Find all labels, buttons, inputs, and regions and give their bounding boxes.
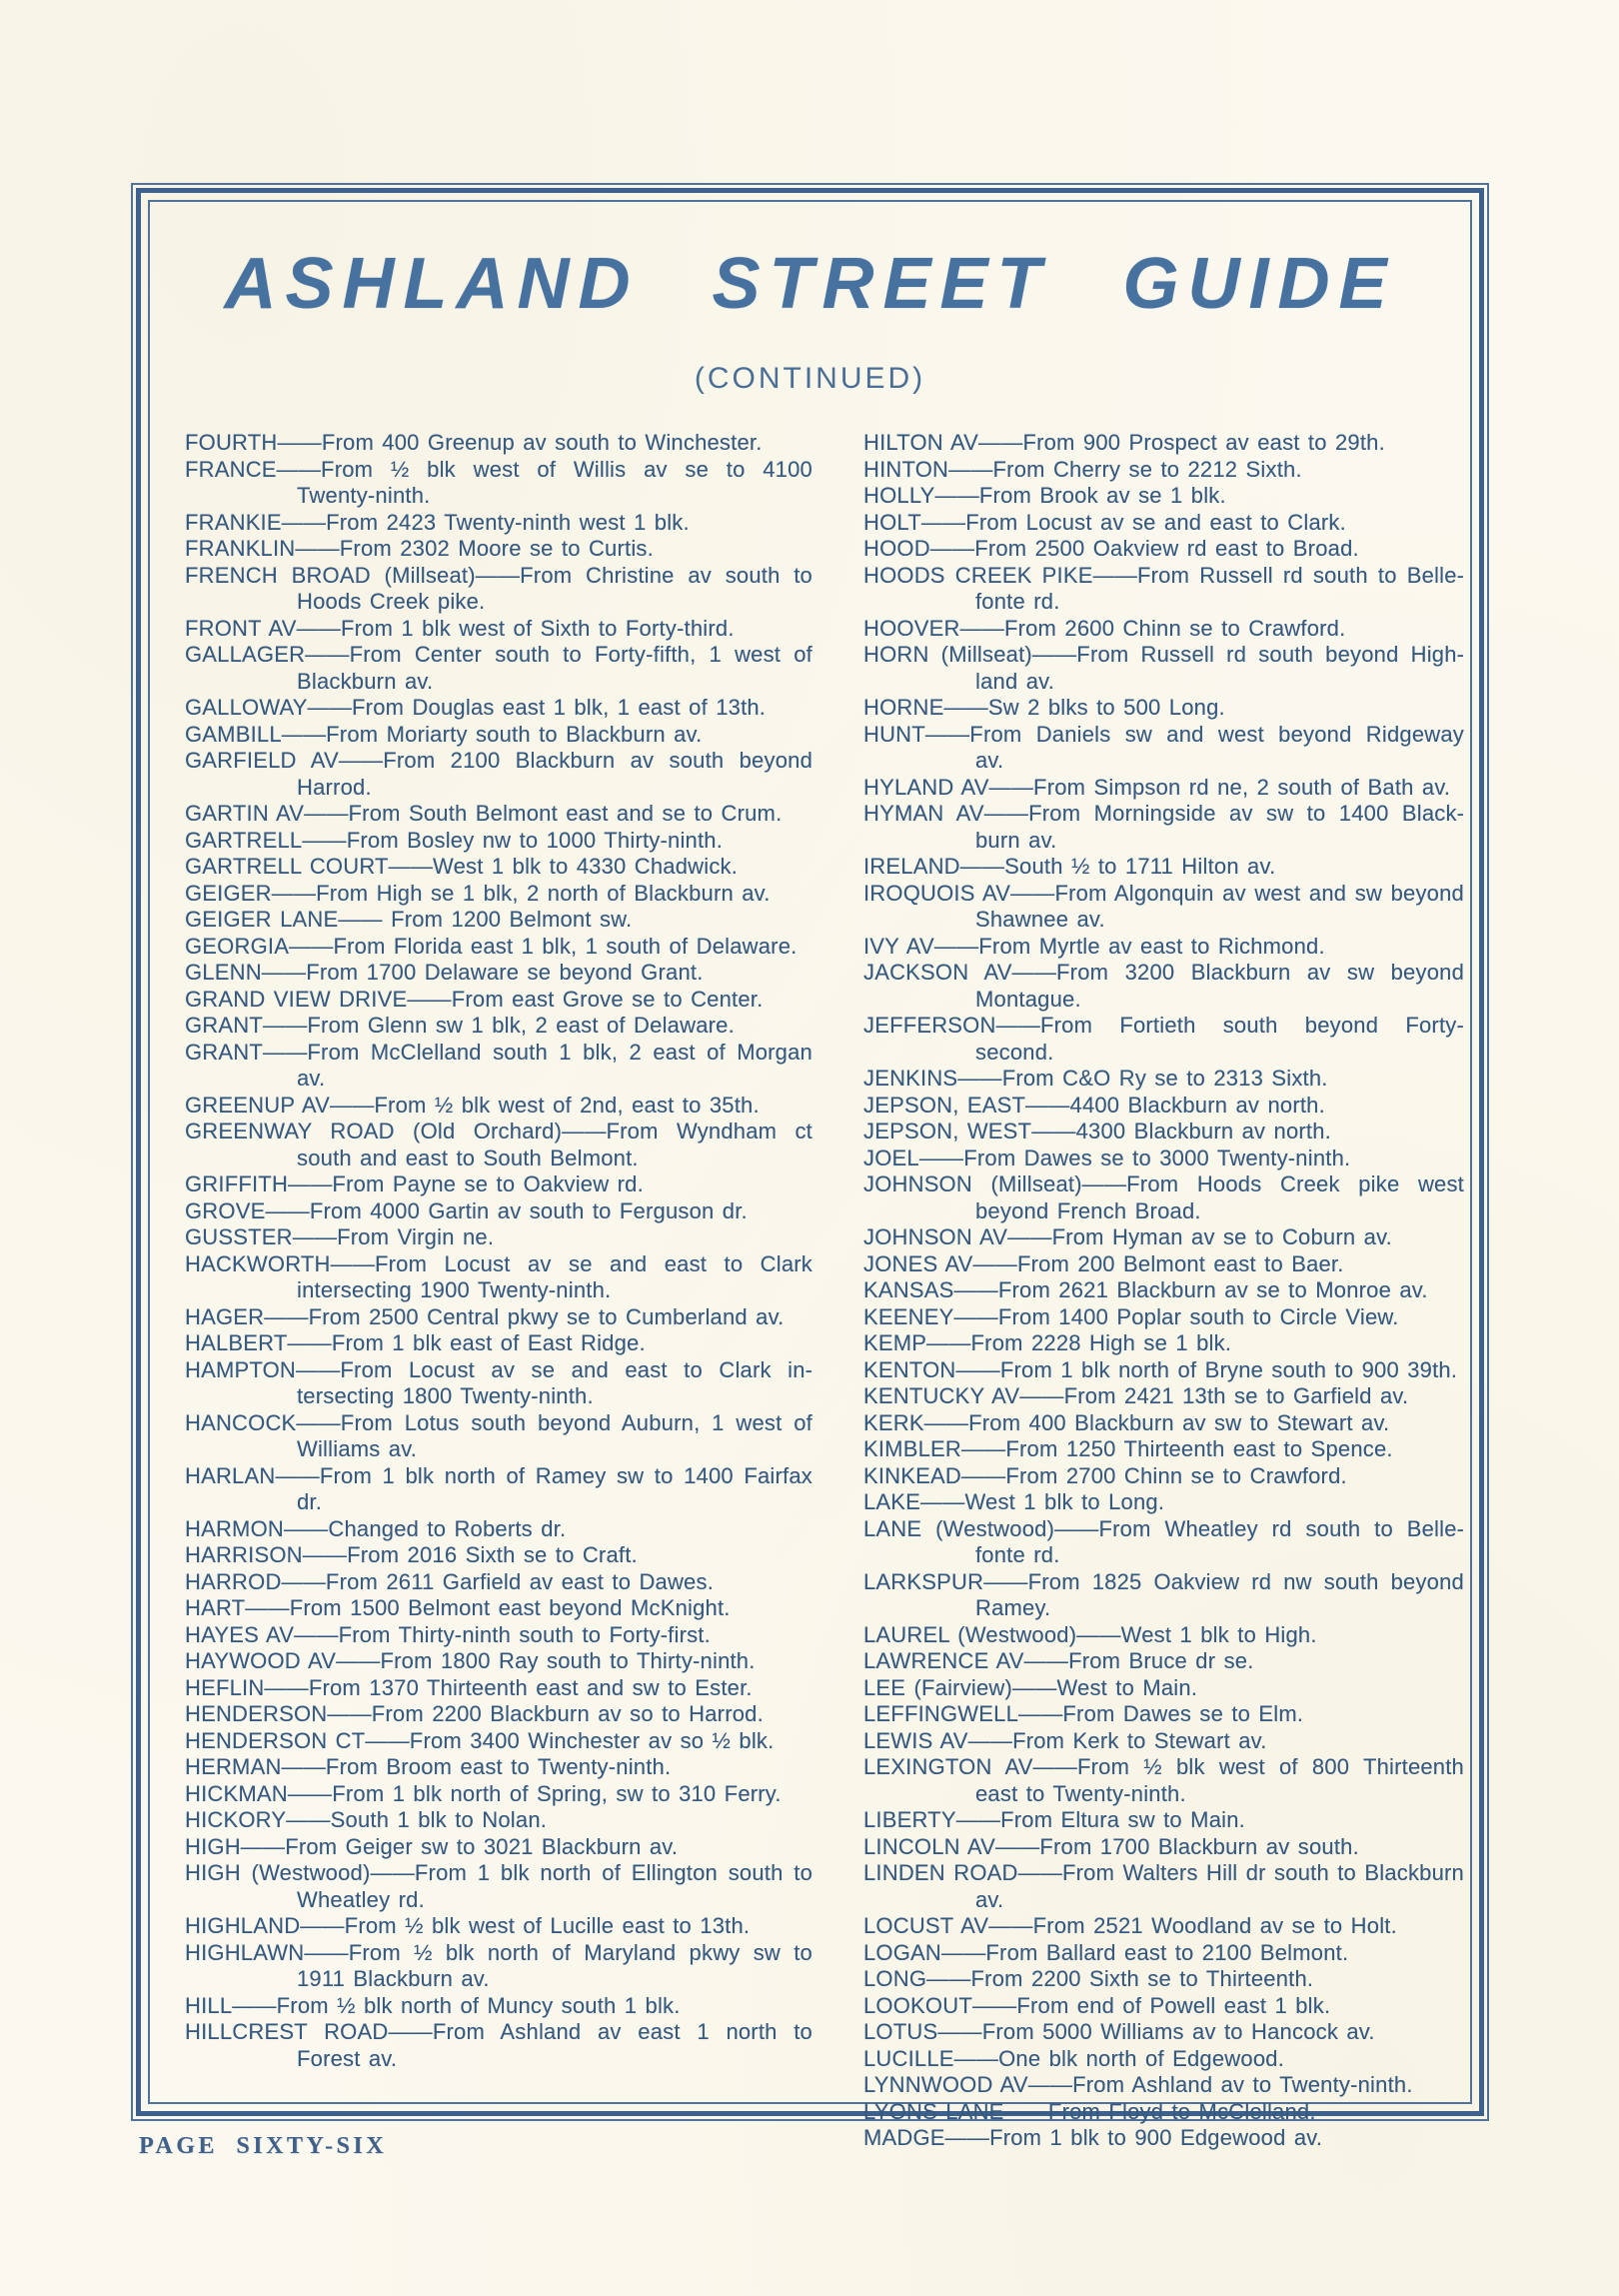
- street-entry: GARTRELL COURT——West 1 blk to 4330 Chadwick.: [185, 854, 739, 879]
- street-entry: LAUREL (Westwood)——West 1 blk to High.: [863, 1621, 1317, 1647]
- street-entry: LAKE——West 1 blk to Long.: [863, 1489, 1165, 1514]
- street-entry: HANCOCK——From Lotus south beyond Auburn, 1 west of Williams av.: [185, 1409, 812, 1461]
- street-entry: HARRISON——From 2016 Sixth se to Craft.: [185, 1542, 638, 1567]
- street-entry: HORNE——Sw 2 blks to 500 Long.: [863, 695, 1225, 720]
- street-entry: HARROD——From 2611 Garfield av east to Dawes.: [185, 1568, 715, 1594]
- street-entry: HIGHLAWN——From ½ blk north of Maryland pkwy sw to 1911 Blackburn av.: [185, 1939, 812, 1991]
- street-entry: GALLAGER——From Center south to Forty-fifth, 1 west of Blackburn av.: [185, 642, 812, 694]
- street-entry: JACKSON AV——From 3200 Blackburn av sw beyond Montague.: [863, 960, 1464, 1012]
- street-entry: HENDERSON——From 2200 Blackburn av so to Harrod.: [185, 1701, 764, 1726]
- street-entry: JEPSON, EAST——4400 Blackburn av north.: [863, 1092, 1325, 1118]
- street-entry: IVY AV——From Myrtle av east to Richmond.: [863, 933, 1325, 959]
- street-entry: FRONT AV——From 1 blk west of Sixth to Forty-third.: [185, 615, 735, 641]
- street-entry: LINCOLN AV——From 1700 Blackburn av south.: [863, 1833, 1359, 1859]
- street-entry: KEENEY——From 1400 Poplar south to Circle View.: [863, 1303, 1399, 1329]
- street-entry: GRIFFITH——From Payne se to Oakview rd.: [185, 1171, 644, 1196]
- street-entry: HACKWORTH——From Locust av se and east to Clark intersecting 1900 Twenty-ninth.: [185, 1250, 812, 1302]
- street-entry: HIGHLAND——From ½ blk west of Lucille east to 13th.: [185, 1913, 751, 1938]
- street-entry: KINKEAD——From 2700 Chinn se to Crawford.: [863, 1462, 1347, 1488]
- street-entry: HART——From 1500 Belmont east beyond McKnight.: [185, 1595, 731, 1620]
- street-entry: JOEL——From Dawes se to 3000 Twenty-ninth.: [863, 1145, 1351, 1170]
- page-subtitle: (CONTINUED): [694, 362, 926, 395]
- street-entry: GUSSTER——From Virgin ne.: [185, 1224, 495, 1249]
- street-entry: JEFFERSON——From Fortieth south beyond Forty-second.: [863, 1013, 1464, 1065]
- street-entry: LAWRENCE AV——From Bruce dr se.: [863, 1648, 1254, 1673]
- street-entry: HICKORY——South 1 blk to Nolan.: [185, 1807, 548, 1832]
- street-entry: HORN (Millseat)——From Russell rd south beyond Highland av.: [863, 642, 1464, 694]
- street-entry: HUNT——From Daniels sw and west beyond Ridgeway av.: [863, 721, 1464, 773]
- street-entry: GARTIN AV——From South Belmont east and se to Crum.: [185, 801, 783, 826]
- street-entry: KEMP——From 2228 High se 1 blk.: [863, 1330, 1232, 1355]
- street-entry: LYNNWOOD AV——From Ashland av to Twenty-ninth.: [863, 2072, 1413, 2097]
- street-entry: MADGE——From 1 blk to 900 Edgewood av.: [863, 2125, 1323, 2150]
- page-title: ASHLAND STREET GUIDE: [224, 244, 1396, 324]
- street-entry: GREENWAY ROAD (Old Orchard)——From Wyndham ct south and east to South Belmont.: [185, 1119, 812, 1170]
- street-entry: HOOD——From 2500 Oakview rd east to Broad.: [863, 536, 1359, 561]
- street-entry: HAGER——From 2500 Central pkwy se to Cumberland av.: [185, 1303, 785, 1329]
- street-entry: HARLAN——From 1 blk north of Ramey sw to 1400 Fairfax dr.: [185, 1462, 812, 1514]
- street-entry: GRAND VIEW DRIVE——From east Grove se to Center.: [185, 986, 764, 1012]
- street-entry: HEFLIN——From 1370 Thirteenth east and sw to Ester.: [185, 1674, 753, 1700]
- street-entry: KANSAS——From 2621 Blackburn av se to Monroe av.: [863, 1277, 1428, 1302]
- street-entry: LOOKOUT——From end of Powell east 1 blk.: [863, 1992, 1331, 2018]
- street-entry: GALLOWAY——From Douglas east 1 blk, 1 east of 13th.: [185, 695, 767, 720]
- street-entry: LEXINGTON AV——From ½ blk west of 800 Thirteenth east to Twenty-ninth.: [863, 1754, 1464, 1806]
- street-entry: HYLAND AV——From Simpson rd ne, 2 south of Bath av.: [863, 774, 1451, 800]
- street-entry: GARFIELD AV——From 2100 Blackburn av south beyond Harrod.: [185, 748, 812, 800]
- street-entry: KIMBLER——From 1250 Thirteenth east to Spence.: [863, 1436, 1393, 1461]
- street-entry: KENTON——From 1 blk north of Bryne south to 900 39th.: [863, 1356, 1458, 1382]
- street-entry: FRENCH BROAD (Millseat)——From Christine av south to Hoods Creek pike.: [185, 562, 812, 614]
- street-entry: GAMBILL——From Moriarty south to Blackburn av.: [185, 721, 703, 747]
- street-entry: GLENN——From 1700 Delaware se beyond Grant.: [185, 960, 704, 985]
- street-entry: HOLLY——From Brook av se 1 blk.: [863, 483, 1226, 508]
- street-entry: GRANT——From Glenn sw 1 blk, 2 east of Delaware.: [185, 1013, 735, 1038]
- street-entry: LEWIS AV——From Kerk to Stewart av.: [863, 1727, 1267, 1753]
- street-entry: LINDEN ROAD——From Walters Hill dr south to Blackburn av.: [863, 1860, 1464, 1912]
- street-entry: HINTON——From Cherry se to 2212 Sixth.: [863, 456, 1302, 482]
- street-entry: FRANCE——From ½ blk west of Willis av se to 4100 Twenty-ninth.: [185, 456, 812, 508]
- street-entry: LUCILLE——One blk north of Edgewood.: [863, 2045, 1285, 2071]
- street-entry: HERMAN——From Broom east to Twenty-ninth.: [185, 1754, 672, 1779]
- street-entry: HENDERSON CT——From 3400 Winchester av so ½ blk.: [185, 1727, 775, 1753]
- street-entry: LYONS LANE——From Floyd to McClelland.: [863, 2098, 1316, 2124]
- street-entry: LANE (Westwood)——From Wheatley rd south to Bellefonte rd.: [863, 1515, 1464, 1567]
- street-entry: GREENUP AV——From ½ blk west of 2nd, east to 35th.: [185, 1092, 760, 1118]
- street-entry: JENKINS——From C&O Ry se to 2313 Sixth.: [863, 1066, 1328, 1091]
- street-list-left-column: [185, 430, 812, 2072]
- street-entry: GARTRELL——From Bosley nw to 1000 Thirty-ninth.: [185, 827, 724, 853]
- street-entry: HIGH (Westwood)——From 1 blk north of Ellington south to Wheatley rd.: [185, 1860, 812, 1912]
- street-entry: KENTUCKY AV——From 2421 13th se to Garfield av.: [863, 1383, 1409, 1408]
- street-entry: HILL——From ½ blk north of Muncy south 1 blk.: [185, 1992, 681, 2018]
- street-entry: FRANKIE——From 2423 Twenty-ninth west 1 blk.: [185, 509, 690, 535]
- street-entry: GROVE——From 4000 Gartin av south to Ferguson dr.: [185, 1197, 748, 1223]
- street-entry: LOCUST AV——From 2521 Woodland av se to Holt.: [863, 1913, 1397, 1938]
- street-entry: LARKSPUR——From 1825 Oakview rd nw south beyond Ramey.: [863, 1568, 1464, 1620]
- street-entry: HARMON——Changed to Roberts dr.: [185, 1515, 567, 1541]
- street-entry: GEIGER LANE—— From 1200 Belmont sw.: [185, 907, 633, 932]
- street-entry: JEPSON, WEST——4300 Blackburn av north.: [863, 1119, 1331, 1144]
- street-list-right-column: [863, 430, 1464, 2152]
- street-entry: FRANKLIN——From 2302 Moore se to Curtis.: [185, 536, 654, 561]
- street-entry: HAMPTON——From Locust av se and east to Clark intersecting 1800 Twenty-ninth.: [185, 1356, 812, 1408]
- street-entry: HICKMAN——From 1 blk north of Spring, sw to 310 Ferry.: [185, 1780, 782, 1806]
- street-entry: GEORGIA——From Florida east 1 blk, 1 south of Delaware.: [185, 933, 798, 959]
- street-entry: LEFFINGWELL——From Dawes se to Elm.: [863, 1701, 1304, 1726]
- street-entry: HOLT——From Locust av se and east to Clark.: [863, 509, 1346, 535]
- street-entry: JOHNSON AV——From Hyman av se to Coburn av.: [863, 1224, 1392, 1249]
- street-entry: LEE (Fairview)——West to Main.: [863, 1674, 1198, 1700]
- street-entry: KERK——From 400 Blackburn av sw to Stewart av.: [863, 1409, 1390, 1435]
- street-entry: HILTON AV——From 900 Prospect av east to 29th.: [863, 430, 1385, 455]
- street-entry: LONG——From 2200 Sixth se to Thirteenth.: [863, 1966, 1314, 1991]
- street-entry: LIBERTY——From Eltura sw to Main.: [863, 1807, 1245, 1832]
- street-entry: IRELAND——South ½ to 1711 Hilton av.: [863, 854, 1276, 879]
- street-entry: HAYES AV——From Thirty-ninth south to Forty-first.: [185, 1621, 711, 1647]
- street-entry: HOOVER——From 2600 Chinn se to Crawford.: [863, 615, 1346, 641]
- street-entry: JOHNSON (Millseat)——From Hoods Creek pike west beyond French Broad.: [863, 1171, 1464, 1223]
- street-entry: HAYWOOD AV——From 1800 Ray south to Thirty-ninth.: [185, 1648, 756, 1673]
- street-entry: IROQUOIS AV——From Algonquin av west and sw beyond Shawnee av.: [863, 880, 1464, 932]
- street-entry: HILLCREST ROAD——From Ashland av east 1 north to Forest av.: [185, 2019, 812, 2071]
- street-entry: JONES AV——From 200 Belmont east to Baer.: [863, 1250, 1344, 1276]
- street-entry: FOURTH——From 400 Greenup av south to Winchester.: [185, 430, 763, 455]
- street-entry: HYMAN AV——From Morningside av sw to 1400 Blackburn av.: [863, 801, 1464, 853]
- street-entry: HIGH——From Geiger sw to 3021 Blackburn av.: [185, 1833, 679, 1859]
- street-entry: GRANT——From McClelland south 1 blk, 2 east of Morgan av.: [185, 1039, 812, 1091]
- street-entry: GEIGER——From High se 1 blk, 2 north of Blackburn av.: [185, 880, 771, 906]
- street-entry: HOODS CREEK PIKE——From Russell rd south to Bellefonte rd.: [863, 562, 1464, 614]
- page-number: PAGE SIXTY-SIX: [139, 2133, 388, 2159]
- street-entry: LOTUS——From 5000 Williams av to Hancock av.: [863, 2019, 1375, 2044]
- street-entry: LOGAN——From Ballard east to 2100 Belmont.: [863, 1939, 1349, 1965]
- street-entry: HALBERT——From 1 blk east of East Ridge.: [185, 1330, 646, 1355]
